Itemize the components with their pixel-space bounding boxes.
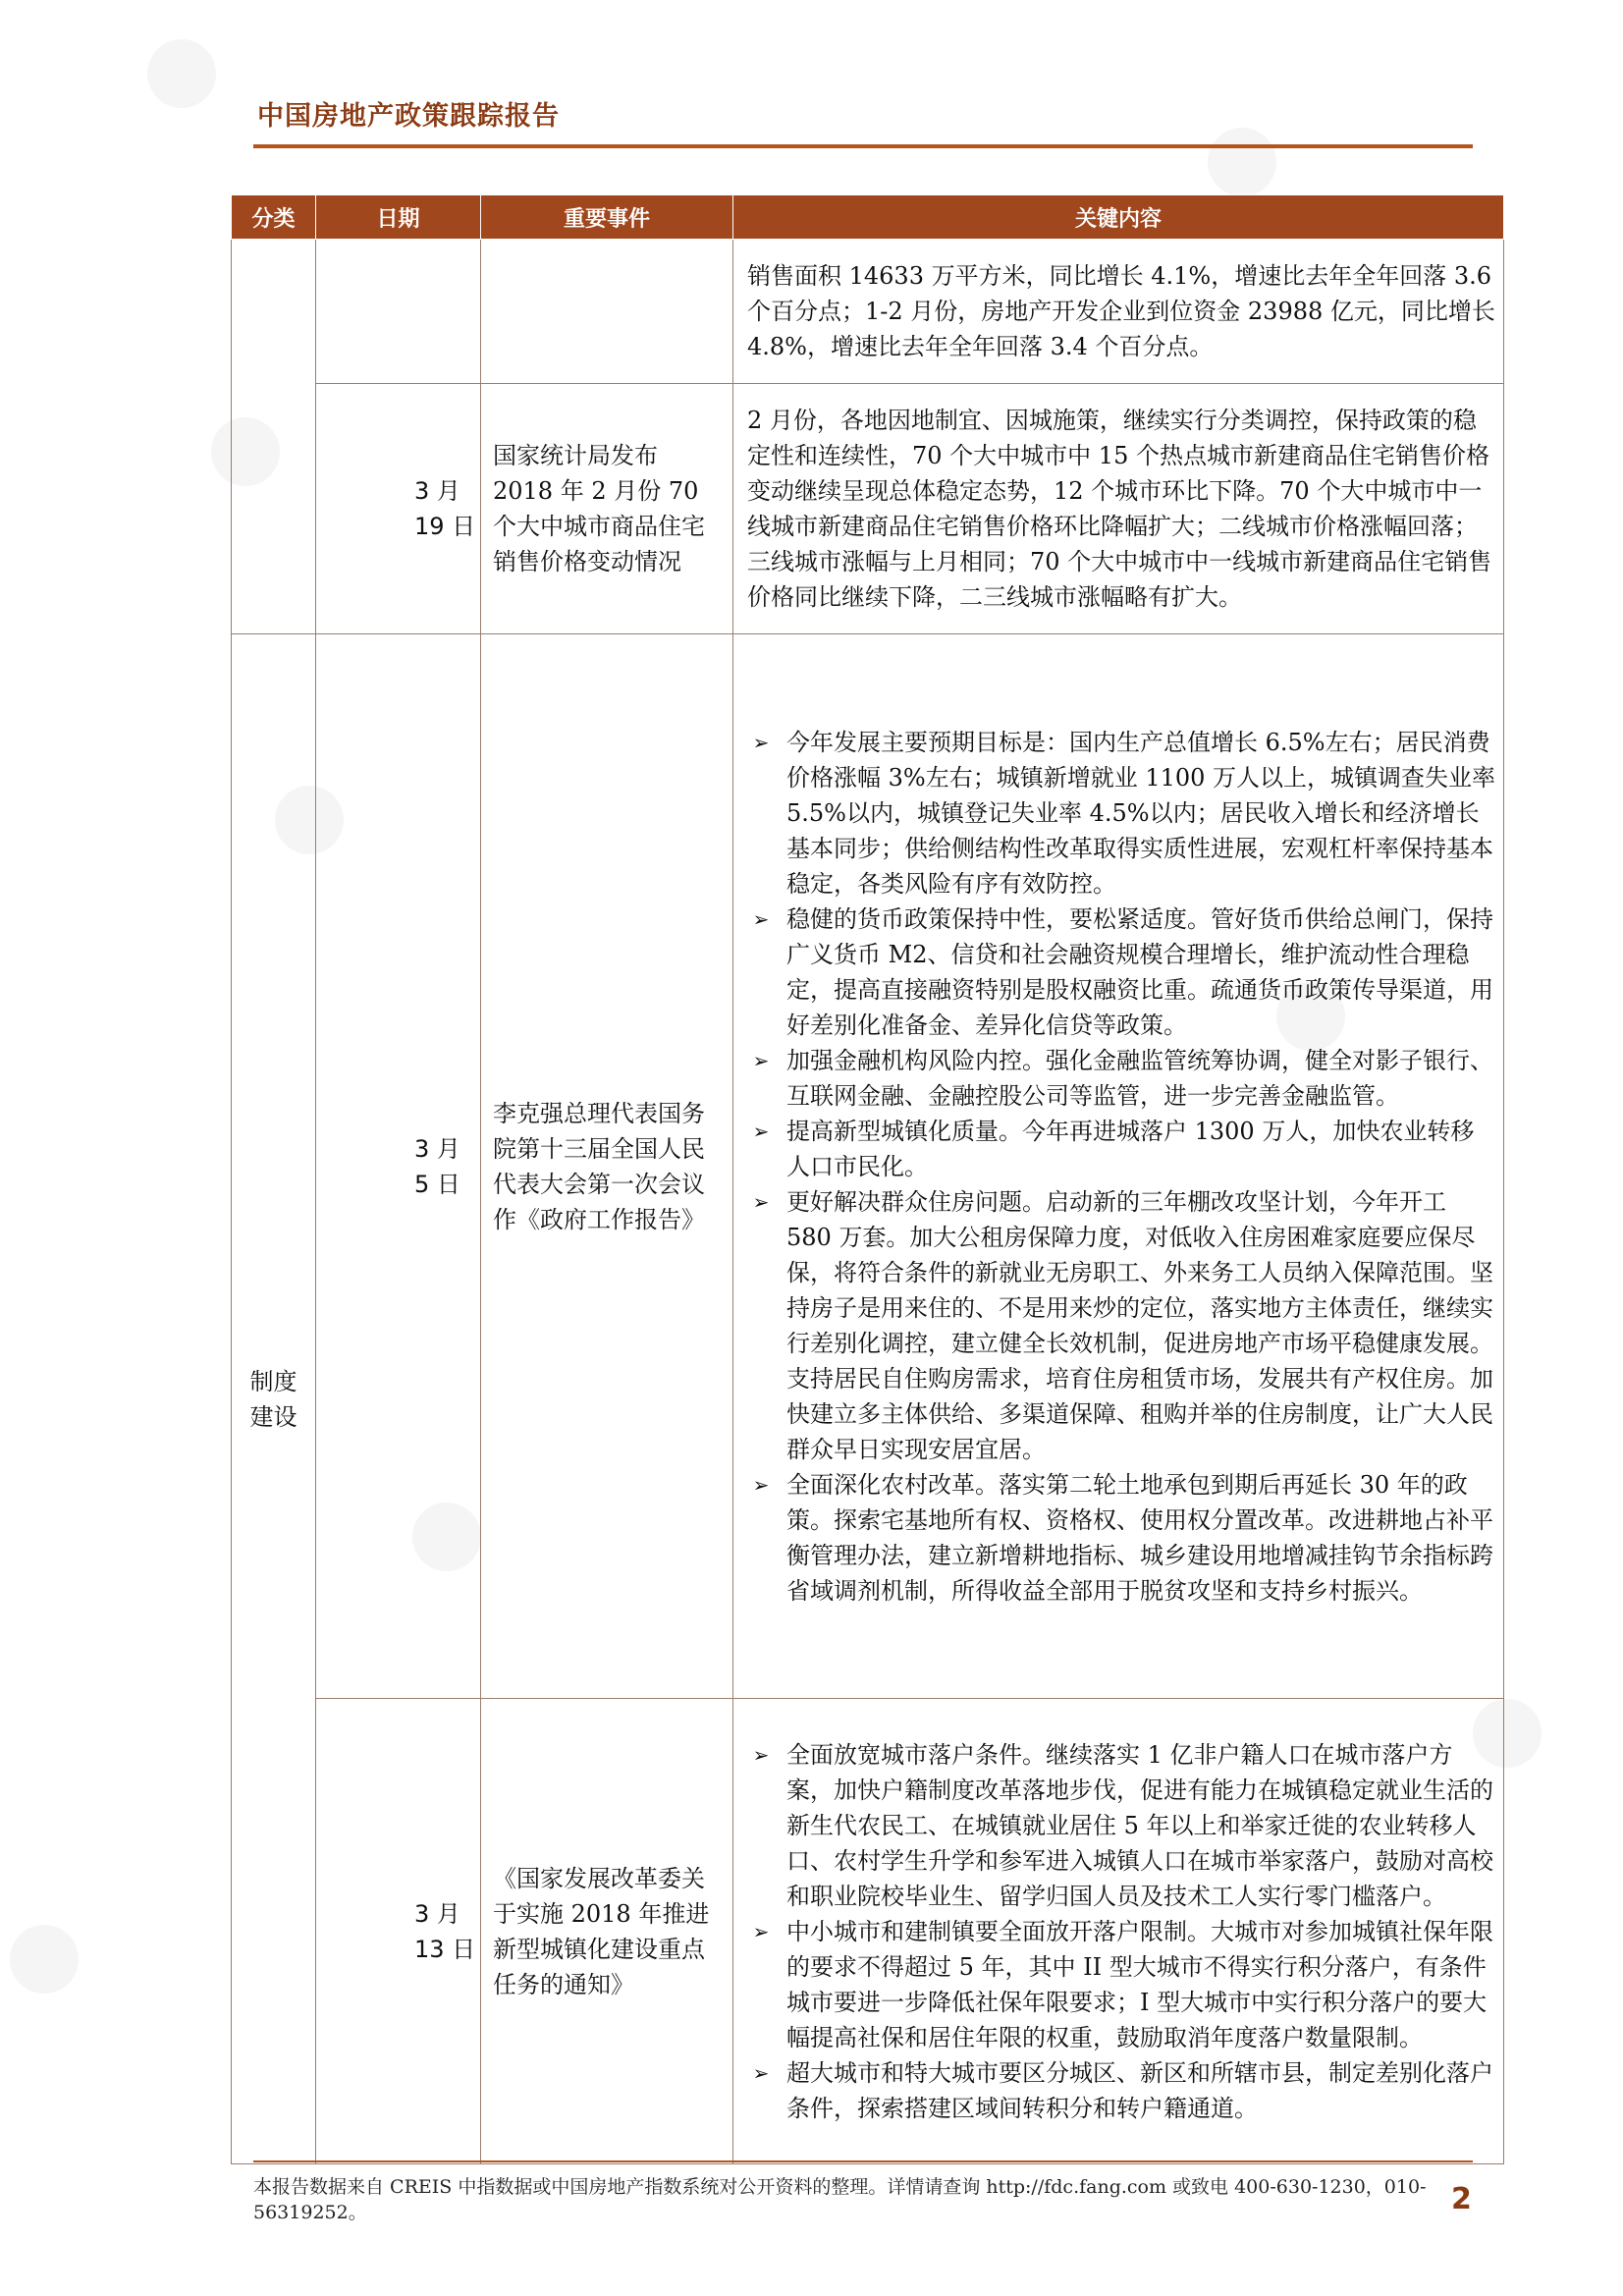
category-cell (232, 634, 316, 2164)
event-cell (481, 240, 733, 384)
event-cell: 国家统计局发布 2018 年 2 月份 70 个大中城市商品住宅销售价格变动情况 (481, 384, 733, 634)
event-cell: 《国家发展改革委关于实施 2018 年推进新型城镇化建设重点任务的通知》 (481, 1699, 733, 2164)
list-item: ➢ 今年发展主要预期目标是：国内生产总值增长 6.5%左右；居民消费价格涨幅 3%左右；城镇新增就业 1100 万人以上，城镇调查失业率 5.5%以内，城镇登记失业率 4.5%以内；居民收入增长和经济增长基本同步；供给侧结构性改革取得实质性进展，宏观杠杆率保持基本稳定，各类风险有序有效防控。 (747, 725, 1497, 902)
arrow-bullet-icon: ➢ (752, 906, 770, 931)
arrow-bullet-icon: ➢ (752, 1048, 770, 1072)
arrow-bullet-icon: ➢ (752, 1472, 770, 1497)
footer-divider (253, 2160, 1473, 2162)
date-cell: 3 月 13 日 (316, 1699, 481, 2164)
date-cell: 3 月 5 日 (316, 634, 481, 1699)
list-item: ➢ 全面深化农村改革。落实第二轮土地承包到期后再延长 30 年的政策。探索宅基地所有权、资格权、使用权分置改革。改进耕地占补平衡管理办法，建立新增耕地指标、城乡建设用地增减挂钩节余指标跨省域调剂机制，所得收益全部用于脱贫攻坚和支持乡村振兴。 (747, 1467, 1497, 1609)
list-item: ➢ 更好解决群众住房问题。启动新的三年棚改攻坚计划，今年开工 580 万套。加大公租房保障力度，对低收入住房困难家庭要应保尽保，将符合条件的新就业无房职工、外来务工人员纳入保障范围。坚持房子是用来住的、不是用来炒的定位，落实地方主体责任，继续实行差别化调控，建立健全长效机制，促进房地产市场平稳健康发展。支持居民自住购房需求，培育住房租赁市场，发展共有产权住房。加快建立多主体供给、多渠道保障、租购并举的住房制度，让广大人民群众早日实现安居宜居。 (747, 1184, 1497, 1467)
arrow-bullet-icon: ➢ (752, 730, 770, 754)
report-header-title: 中国房地产政策跟踪报告 (257, 101, 560, 132)
arrow-bullet-icon: ➢ (752, 1189, 770, 1214)
column-header-event: 重要事件 (481, 195, 733, 240)
table-header-row (232, 195, 1504, 240)
list-item: ➢ 超大城市和特大城市要区分城区、新区和所辖市县，制定差别化落户条件，探索搭建区域间转积分和转户籍通道。 (747, 2055, 1497, 2126)
list-item: ➢ 中小城市和建制镇要全面放开落户限制。大城市对参加城镇社保年限的要求不得超过 5 年，其中 II 型大城市不得实行积分落户，有条件城市要进一步降低社保年限要求；I 型大城市中实行积分落户的要大幅提高社保和居住年限的权重，鼓励取消年度落户数量限制。 (747, 1914, 1497, 2055)
column-header-content: 关键内容 (733, 195, 1504, 240)
table-row (232, 384, 1504, 634)
content-cell: 2 月份，各地因地制宜、因城施策，继续实行分类调控，保持政策的稳定性和连续性，70 个大中城市中 15 个热点城市新建商品住宅销售价格变动继续呈现总体稳定态势，12 个城市环比下降。70 个大中城市中一线城市新建商品住宅销售价格环比降幅扩大；二线城市价格涨幅回落；三线城市涨幅与上月相同；70 个大中城市中一线城市新建商品住宅销售价格同比继续下降，二三线城市涨幅略有扩大。 (733, 384, 1504, 634)
footer-note: 本报告数据来自 CREIS 中指数据或中国房地产指数系统对公开资料的整理。详情请查询 http://fdc.fang.com 或致电 400-630-1230，010-56319252。 (253, 2176, 1427, 2223)
table-row (232, 1699, 1504, 2164)
column-header-category: 分类 (232, 195, 316, 240)
table-row (232, 240, 1504, 384)
content-cell (733, 1699, 1504, 2164)
date-cell (316, 240, 481, 384)
list-item: ➢ 加强金融机构风险内控。强化金融监管统筹协调，健全对影子银行、互联网金融、金融控股公司等监管，进一步完善金融监管。 (747, 1043, 1497, 1114)
list-item: ➢ 全面放宽城市落户条件。继续落实 1 亿非户籍人口在城市落户方案，加快户籍制度改革落地步伐，促进有能力在城镇稳定就业生活的新生代农民工、在城镇就业居住 5 年以上和举家迁徙的农业转移人口、农村学生升学和参军进入城镇人口在城市举家落户，鼓励对高校和职业院校毕业生、留学归国人员及技术工人实行零门槛落户。 (747, 1737, 1497, 1914)
policy-table (231, 194, 1504, 2164)
category-cell (232, 240, 316, 634)
header-divider (253, 144, 1473, 148)
event-cell: 李克强总理代表国务院第十三届全国人民代表大会第一次会议作《政府工作报告》 (481, 634, 733, 1699)
category-label: 制度建设 (249, 1367, 298, 1431)
arrow-bullet-icon: ➢ (752, 2060, 770, 2085)
content-cell: 销售面积 14633 万平方米，同比增长 4.1%，增速比去年全年回落 3.6 个百分点；1-2 月份，房地产开发企业到位资金 23988 亿元，同比增长 4.8%，增速比去年全年回落 3.4 个百分点。 (733, 240, 1504, 384)
page-number: 2 (1451, 2182, 1472, 2216)
watermark-stamp (1208, 128, 1276, 196)
arrow-bullet-icon: ➢ (752, 1742, 770, 1767)
watermark-stamp (147, 39, 216, 108)
date-cell: 3 月 19 日 (316, 384, 481, 634)
column-header-date: 日期 (316, 195, 481, 240)
table-row (232, 634, 1504, 1699)
content-cell (733, 634, 1504, 1699)
arrow-bullet-icon: ➢ (752, 1119, 770, 1143)
watermark-stamp (10, 1925, 79, 1994)
list-item: ➢ 稳健的货币政策保持中性，要松紧适度。管好货币供给总闸门，保持广义货币 M2、信贷和社会融资规模合理增长，维护流动性合理稳定，提高直接融资特别是股权融资比重。疏通货币政策传导渠道，用好差别化准备金、差异化信贷等政策。 (747, 902, 1497, 1043)
arrow-bullet-icon: ➢ (752, 1919, 770, 1943)
list-item: ➢ 提高新型城镇化质量。今年再进城落户 1300 万人，加快农业转移人口市民化。 (747, 1114, 1497, 1184)
